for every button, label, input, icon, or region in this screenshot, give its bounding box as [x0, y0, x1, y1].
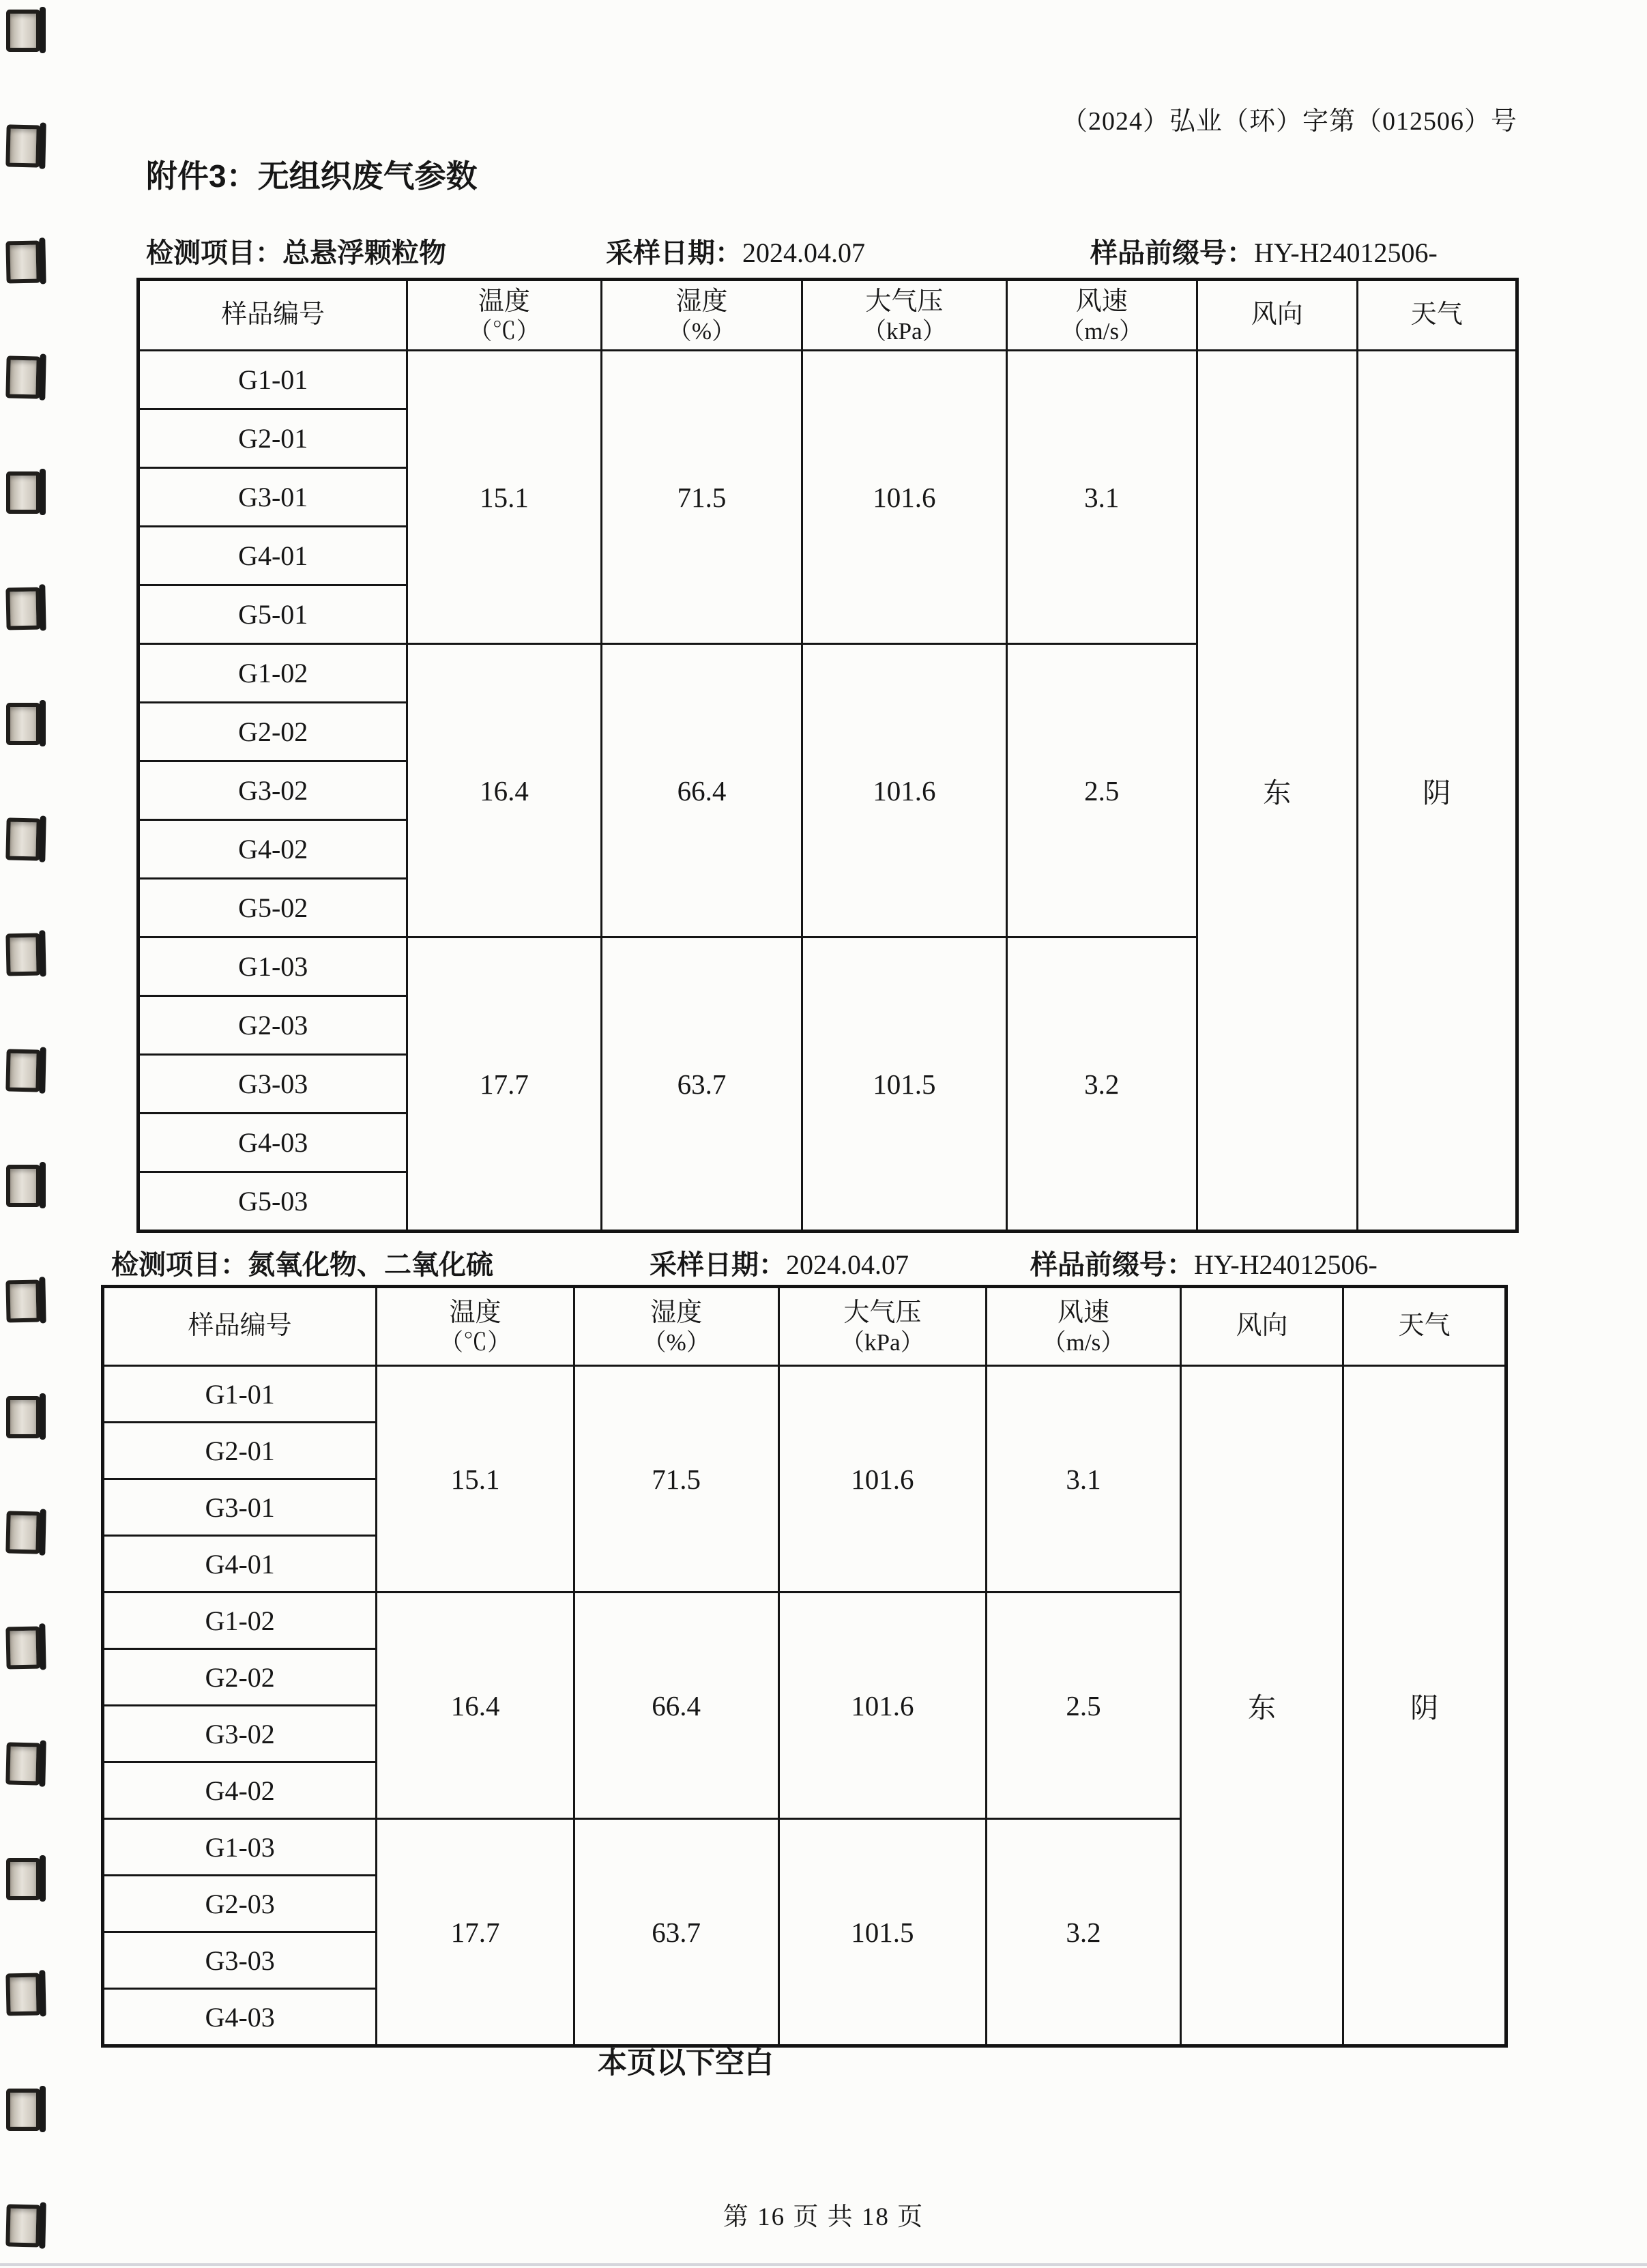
temperature-cell: 16.4	[377, 1593, 574, 1819]
sample-id-cell: G3-01	[139, 468, 407, 527]
sample-id-cell: G4-03	[139, 1114, 407, 1172]
wind-direction-cell: 东	[1180, 1366, 1343, 2046]
binding-ring	[6, 1858, 40, 1900]
wind-speed-cell: 2.5	[1006, 644, 1197, 937]
sample-id-cell: G1-03	[103, 1819, 377, 1876]
sample-id-cell: G4-02	[139, 820, 407, 879]
binding-ring	[5, 587, 40, 630]
sampling-date-value: 2024.04.07	[786, 1249, 909, 1280]
temperature-cell: 15.1	[407, 351, 601, 644]
sampling-date-caption: 采样日期：	[650, 1250, 786, 1280]
sample-id-cell: G1-03	[139, 937, 407, 996]
column-header-humidity: 湿度 （%）	[574, 1287, 778, 1366]
column-header-sample-id: 样品编号	[103, 1287, 377, 1366]
binding-ring	[5, 933, 40, 976]
sample-id-cell: G1-02	[139, 644, 407, 703]
column-header-weather: 天气	[1343, 1287, 1506, 1366]
test-item-label: 检测项目：总悬浮颗粒物	[146, 238, 446, 268]
sample-id-cell: G5-01	[139, 585, 407, 644]
sample-prefix-label	[1030, 1243, 1378, 1282]
pressure-cell: 101.6	[778, 1366, 987, 1593]
pressure-cell: 101.5	[778, 1819, 987, 2046]
sample-prefix-label	[1090, 231, 1438, 270]
sample-prefix-caption: 样品前缀号：	[1090, 238, 1254, 268]
binding-ring	[6, 1165, 40, 1207]
sampling-date-caption: 采样日期：	[606, 238, 742, 268]
binding-ring	[5, 818, 40, 861]
sample-id-cell: G4-01	[103, 1536, 377, 1593]
humidity-cell: 63.7	[574, 1819, 778, 2046]
weather-cell: 阴	[1357, 351, 1517, 1232]
pressure-cell: 101.6	[802, 644, 1006, 937]
wind-speed-cell: 2.5	[987, 1593, 1181, 1819]
sample-id-cell: G2-01	[139, 409, 407, 468]
sampling-date-value: 2024.04.07	[742, 237, 865, 268]
sample-id-cell: G5-02	[139, 879, 407, 937]
pressure-cell: 101.5	[802, 937, 1006, 1232]
binding-ring	[5, 1280, 40, 1323]
binding-ring	[5, 125, 40, 168]
humidity-cell: 71.5	[574, 1366, 778, 1593]
wind-speed-cell: 3.1	[1006, 351, 1197, 644]
pressure-cell: 101.6	[778, 1593, 987, 1819]
sampling-date-label	[606, 231, 865, 270]
sample-id-cell: G5-03	[139, 1172, 407, 1232]
binding-ring	[6, 703, 40, 745]
sample-id-cell: G4-01	[139, 527, 407, 585]
column-header-wind-speed: 风速 （m/s）	[987, 1287, 1181, 1366]
binding-ring	[5, 1511, 40, 1554]
humidity-cell: 71.5	[601, 351, 802, 644]
sampling-date-label	[650, 1243, 909, 1282]
sample-id-cell: G1-02	[103, 1593, 377, 1649]
binding-ring	[5, 240, 40, 283]
binding-rings	[0, 0, 61, 2268]
binding-ring	[6, 1396, 40, 1438]
column-header-wind-speed: 风速 （m/s）	[1006, 280, 1197, 351]
sample-id-cell: G2-01	[103, 1423, 377, 1479]
sample-id-cell: G2-02	[103, 1649, 377, 1706]
wind-direction-cell: 东	[1197, 351, 1357, 1232]
column-header-weather: 天气	[1357, 280, 1517, 351]
nox-so2-parameters-table	[101, 1285, 1508, 2048]
pressure-cell: 101.6	[802, 351, 1006, 644]
page-number-footer: 第 16 页 共 18 页	[723, 2203, 924, 2231]
binding-ring	[5, 1049, 40, 1092]
wind-speed-cell: 3.2	[987, 1819, 1181, 2046]
column-header-humidity: 湿度 （%）	[601, 280, 802, 351]
column-header-temperature: 温度 （℃）	[377, 1287, 574, 1366]
binding-ring	[5, 1627, 40, 1670]
blank-below-note: 本页以下空白	[598, 2047, 774, 2080]
wind-speed-cell: 3.1	[987, 1366, 1181, 1593]
binding-ring	[6, 2089, 40, 2131]
tsp-parameters-table	[136, 278, 1519, 1233]
binding-ring	[6, 10, 40, 52]
humidity-cell: 66.4	[574, 1593, 778, 1819]
column-header-wind-direction: 风向	[1197, 280, 1357, 351]
page-title: 附件3：无组织废气参数	[146, 158, 478, 194]
sample-prefix-caption: 样品前缀号：	[1030, 1250, 1194, 1280]
sample-id-cell: G3-02	[139, 761, 407, 820]
sample-id-cell: G2-03	[139, 996, 407, 1055]
temperature-cell: 16.4	[407, 644, 601, 937]
sample-id-cell: G1-01	[139, 351, 407, 409]
column-header-pressure: 大气压 （kPa）	[778, 1287, 987, 1366]
sample-prefix-value: HY-H24012506-	[1194, 1249, 1378, 1280]
sample-id-cell: G2-03	[103, 1876, 377, 1932]
column-header-temperature: 温度 （℃）	[407, 280, 601, 351]
sample-id-cell: G3-03	[139, 1055, 407, 1114]
weather-cell: 阴	[1343, 1366, 1506, 2046]
humidity-cell: 63.7	[601, 937, 802, 1232]
column-header-wind-direction: 风向	[1180, 1287, 1343, 1366]
sample-prefix-value: HY-H24012506-	[1254, 237, 1438, 268]
document-number: （2024）弘业（环）字第（012506）号	[1061, 107, 1517, 136]
temperature-cell: 17.7	[377, 1819, 574, 2046]
wind-speed-cell: 3.2	[1006, 937, 1197, 1232]
sample-id-cell: G1-01	[103, 1366, 377, 1423]
sample-id-cell: G3-02	[103, 1706, 377, 1762]
test-item-label: 检测项目：氮氧化物、二氧化硫	[111, 1250, 493, 1280]
sample-id-cell: G4-02	[103, 1762, 377, 1819]
temperature-cell: 15.1	[377, 1366, 574, 1593]
sample-id-cell: G2-02	[139, 703, 407, 761]
binding-ring	[5, 1742, 40, 1785]
binding-ring	[6, 471, 40, 514]
column-header-pressure: 大气压 （kPa）	[802, 280, 1006, 351]
sample-id-cell: G3-01	[103, 1479, 377, 1536]
humidity-cell: 66.4	[601, 644, 802, 937]
binding-ring	[5, 1973, 40, 2016]
binding-ring	[5, 355, 40, 398]
sample-id-cell: G4-03	[103, 1989, 377, 2046]
sample-id-cell: G3-03	[103, 1932, 377, 1989]
temperature-cell: 17.7	[407, 937, 601, 1232]
column-header-sample-id: 样品编号	[139, 280, 407, 351]
